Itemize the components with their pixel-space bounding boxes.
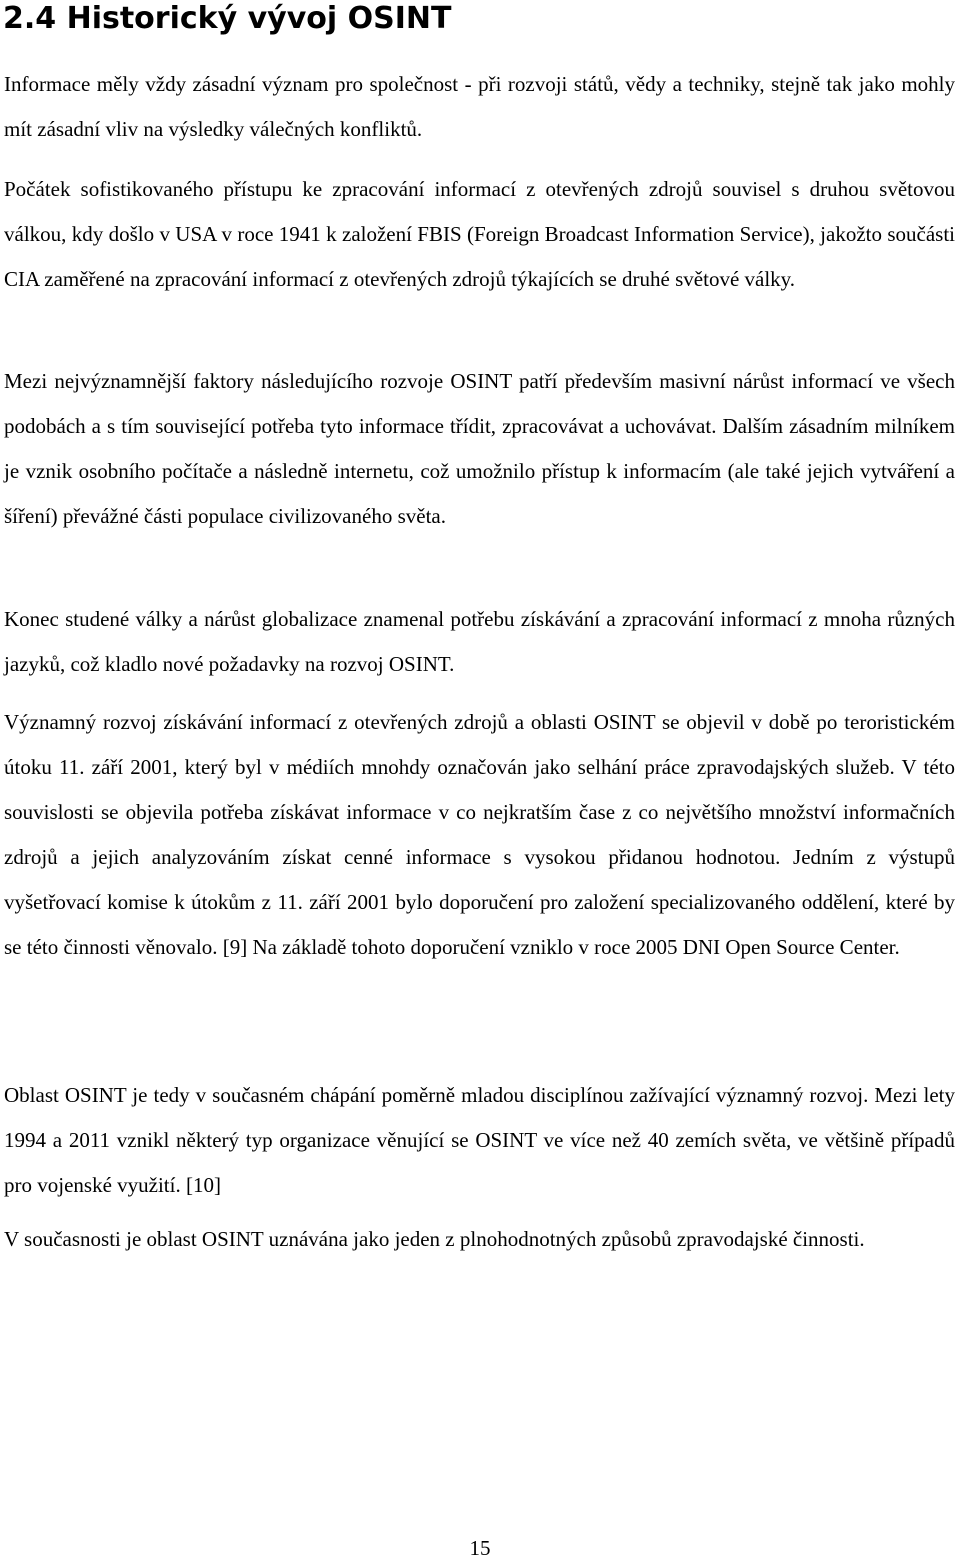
paragraph-development-factors: Mezi nejvýznamnější faktory následujícího rozvoje OSINT patří především masivní nárůst informací ve všech podobách a s tím související potřeba tyto informace třídit, zpracovávat a uchovávat. Dalším zásadním milníkem je vznik osobního počítače a následně internetu, což umožnilo přístup k informacím (ale také jejich vytváření a šíření) převážné části populace civilizovaného světa. [4,369,955,528]
paragraph-young-discipline: Oblast OSINT je tedy v současném chápání poměrně mladou disciplínou zažívající významný rozvoj. Mezi lety 1994 a 2011 vznikl některý typ organizace věnující se OSINT ve více než 40 zemích světa, ve většině případů pro vojenské využití. [10] [4,1083,955,1197]
paragraph-importance-of-information: Informace měly vždy zásadní význam pro společnost - při rozvoji států, vědy a techniky, stejně tak jako mohly mít zásadní vliv na výsledky válečných konfliktů. [4,72,955,141]
paragraph-end-of-cold-war: Konec studené války a nárůst globalizace znamenal potřebu získávání a zpracování informací z mnoha různých jazyků, což kladlo nové požadavky na rozvoj OSINT. [4,607,955,676]
paragraph-current-status: V současnosti je oblast OSINT uznávána jako jeden z plnohodnotných způsobů zpravodajské činnosti. [4,1227,865,1251]
section-heading: 2.4 Historický vývoj OSINT [3,1,452,36]
paragraph-fbis-origin: Počátek sofistikovaného přístupu ke zpracování informací z otevřených zdrojů souvisel s druhou světovou válkou, kdy došlo v USA v roce 1941 k založení FBIS (Foreign Broadcast Information Service), jakožto součásti CIA zaměřené na zpracování informací z otevřených zdrojů týkajících se druhé světové války. [4,177,955,291]
page-number: 15 [469,1536,491,1560]
paragraph-after-9-11: Významný rozvoj získávání informací z otevřených zdrojů a oblasti OSINT se objevil v době po teroristickém útoku 11. září 2001, který byl v médiích mnohdy označován jako selhání práce zpravodajských služeb. V této souvislosti se objevila potřeba získávat informace v co nejkratším čase z co největšího množství informačních zdrojů a jejich analyzováním získat cenné informace s vysokou přidanou hodnotou. Jedním z výstupů vyšetřovací komise k útokům z 11. září 2001 bylo doporučení pro založení specializovaného oddělení, které by se této činnosti věnovalo. [9] Na základě tohoto doporučení vzniklo v roce 2005 DNI Open Source Center. [4,710,955,959]
